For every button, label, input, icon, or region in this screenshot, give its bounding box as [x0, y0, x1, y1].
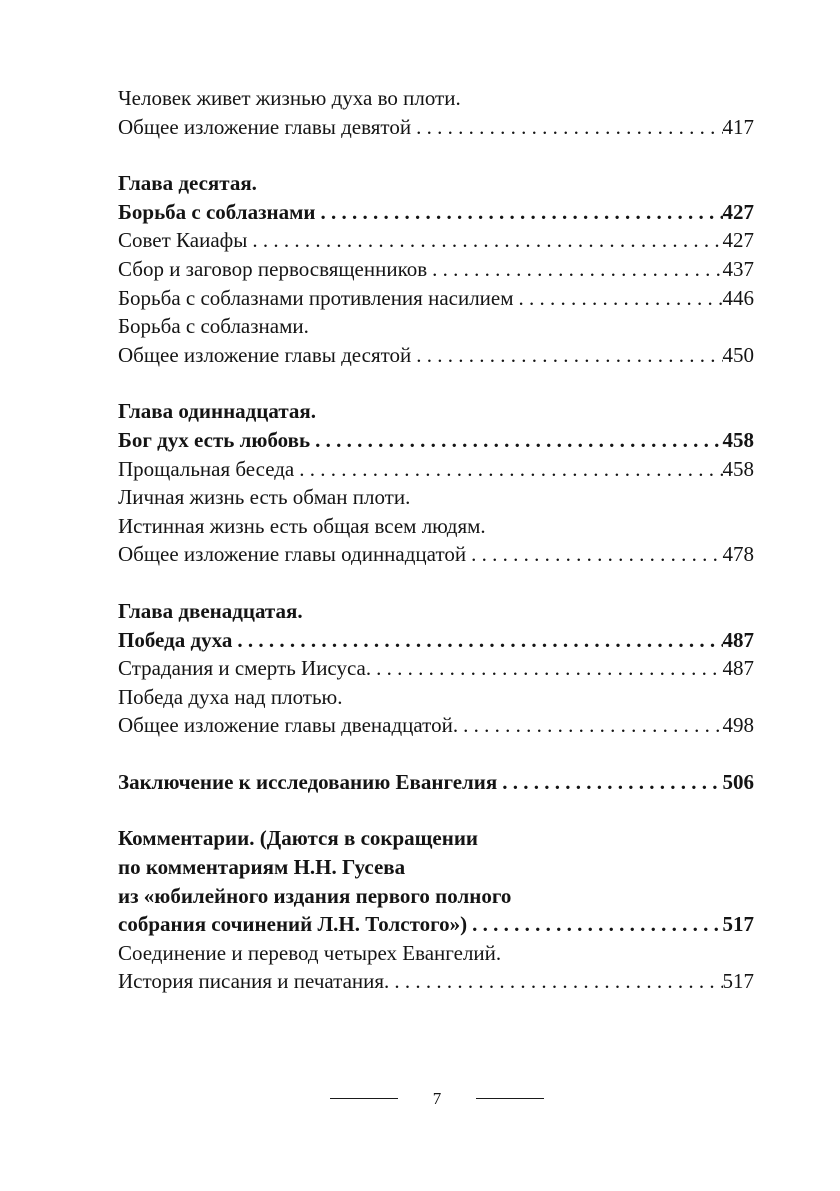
- toc-section: [118, 824, 754, 996]
- toc-entry: [118, 284, 754, 313]
- toc-entry-title: Победа духа над плотью.: [118, 684, 343, 709]
- toc-heading-line: [118, 84, 754, 113]
- footer-rule-left: [330, 1098, 398, 1099]
- toc-entry: [118, 768, 754, 797]
- toc-entry-title: Общее изложение главы одиннадцатой: [118, 542, 467, 567]
- toc-heading-line: [118, 169, 754, 198]
- toc-page-number: 437: [723, 255, 755, 284]
- toc-page-number: 458: [723, 426, 755, 455]
- footer-rule-right: [476, 1098, 544, 1099]
- page-footer: [0, 1087, 840, 1113]
- toc-heading-line: [118, 397, 754, 426]
- toc-page-number: 446: [723, 284, 755, 313]
- toc-page-number: 498: [723, 711, 755, 740]
- toc-entry-title: История писания и печатания.: [118, 969, 390, 994]
- dot-leader: [514, 284, 723, 313]
- toc-section: [118, 597, 754, 740]
- toc-entry: [118, 455, 754, 484]
- dot-leader: [232, 626, 722, 655]
- toc-entry-title: Соединение и перевод четырех Евангелий.: [118, 940, 502, 965]
- toc-entry-title: Глава двенадцатая.: [118, 598, 303, 623]
- dot-leader: [411, 113, 722, 142]
- toc-entry: [118, 910, 754, 939]
- toc-entry: [118, 654, 754, 683]
- toc-entry-title: Личная жизнь есть обман плоти.: [118, 485, 411, 510]
- toc-entry: [118, 226, 754, 255]
- toc-page-number: 427: [723, 226, 755, 255]
- dot-leader: [467, 910, 722, 939]
- toc-page-number: 517: [723, 910, 755, 939]
- toc-section: [118, 397, 754, 569]
- toc-entry-title: Общее изложение главы десятой: [118, 342, 412, 367]
- toc-entry: [118, 967, 754, 996]
- dot-leader: [497, 768, 722, 797]
- toc-page-number: 517: [723, 967, 755, 996]
- toc-entry-title: Глава одиннадцатая.: [118, 399, 317, 424]
- toc-heading-line: [118, 483, 754, 512]
- toc-page-number: 506: [723, 768, 755, 797]
- toc-heading-line: [118, 853, 754, 882]
- table-of-contents: [118, 84, 754, 1024]
- toc-page-number: 417: [723, 113, 755, 142]
- toc-entry: [118, 341, 754, 370]
- toc-entry: [118, 198, 754, 227]
- dot-leader: [427, 255, 722, 284]
- dot-leader: [466, 540, 722, 569]
- toc-page-number: 487: [723, 626, 755, 655]
- toc-section: [118, 169, 754, 369]
- toc-entry: [118, 626, 754, 655]
- toc-entry-title: Комментарии. (Даются в сокращении: [118, 826, 479, 851]
- dot-leader: [458, 711, 722, 740]
- toc-entry: [118, 426, 754, 455]
- toc-entry-title: Человек живет жизнью духа во плоти.: [118, 86, 461, 110]
- toc-page-number: 450: [723, 341, 755, 370]
- toc-entry: [118, 711, 754, 740]
- dot-leader: [316, 198, 723, 227]
- toc-entry-title: Глава десятая.: [118, 171, 257, 196]
- toc-heading-line: [118, 882, 754, 911]
- toc-section: [118, 768, 754, 797]
- toc-heading-line: [118, 512, 754, 541]
- toc-entry-title: Бог дух есть любовь: [118, 427, 311, 452]
- toc-entry-title: собрания сочинений Л.Н. Толстого»): [118, 912, 468, 937]
- toc-entry: [118, 540, 754, 569]
- toc-section: [118, 84, 754, 141]
- toc-page-number: 487: [723, 654, 755, 683]
- toc-page-number: 427: [723, 198, 755, 227]
- toc-entry-title: из «юбилейного издания первого полного: [118, 883, 512, 908]
- toc-page-number: 478: [723, 540, 755, 569]
- dot-leader: [294, 455, 722, 484]
- toc-entry-title: Победа духа: [118, 627, 233, 652]
- dot-leader: [389, 967, 722, 996]
- toc-entry-title: Борьба с соблазнами противления насилием: [118, 285, 514, 310]
- toc-entry-title: Сбор и заговор первосвященников: [118, 256, 428, 281]
- toc-entry-title: Совет Каиафы: [118, 228, 248, 253]
- page-number: 7: [432, 1089, 442, 1108]
- toc-heading-line: [118, 597, 754, 626]
- toc-heading-line: [118, 312, 754, 341]
- toc-entry-title: Прощальная беседа: [118, 456, 295, 481]
- toc-entry-title: Борьба с соблазнами: [118, 199, 316, 224]
- toc-entry: [118, 255, 754, 284]
- toc-entry-title: Истинная жизнь есть общая всем людям.: [118, 513, 486, 538]
- toc-entry-title: по комментариям Н.Н. Гусева: [118, 855, 406, 880]
- toc-entry-title: Борьба с соблазнами.: [118, 314, 309, 339]
- dot-leader: [310, 426, 722, 455]
- toc-entry: [118, 113, 754, 142]
- toc-entry-title: Заключение к исследованию Евангелия: [118, 769, 498, 794]
- toc-page-number: 458: [723, 455, 755, 484]
- toc-heading-line: [118, 824, 754, 853]
- toc-entry-title: Страдания и смерть Иисуса.: [118, 656, 372, 681]
- toc-heading-line: [118, 939, 754, 968]
- dot-leader: [371, 654, 722, 683]
- dot-leader: [247, 226, 722, 255]
- toc-heading-line: [118, 683, 754, 712]
- toc-entry-title: Общее изложение главы двенадцатой.: [118, 713, 459, 738]
- dot-leader: [411, 341, 722, 370]
- toc-entry-title: Общее изложение главы девятой: [118, 114, 412, 139]
